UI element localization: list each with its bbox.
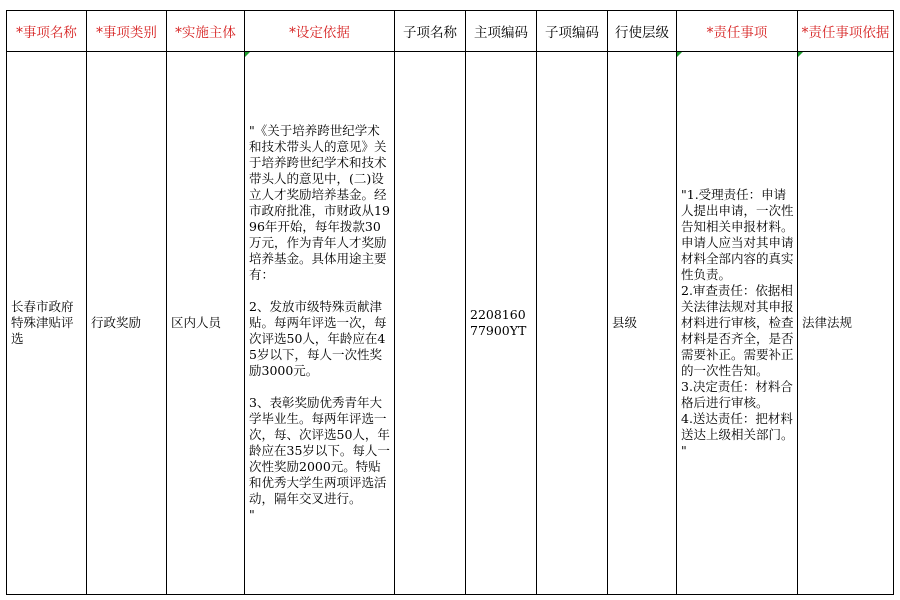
header-basis: *设定依据 <box>245 11 395 52</box>
header-item-category: *事项类别 <box>87 11 167 52</box>
table-row <box>7 52 894 595</box>
header-implementing-body: *实施主体 <box>167 11 245 52</box>
comment-marker-icon <box>677 52 682 57</box>
cell-item-category[interactable] <box>87 52 167 595</box>
header-sub-item-name: 子项名称 <box>395 11 466 52</box>
header-sub-code: 子项编码 <box>537 11 608 52</box>
header-main-code: 主项编码 <box>466 11 537 52</box>
header-level: 行使层级 <box>608 11 677 52</box>
cell-item-name[interactable] <box>7 52 87 595</box>
cell-main-code-text: 220816077900YT <box>470 307 527 338</box>
cell-implementing-body[interactable] <box>167 52 245 595</box>
cell-level-text: 县级 <box>612 315 638 330</box>
comment-marker-icon <box>245 52 250 57</box>
cell-sub-item-name[interactable] <box>395 52 466 595</box>
header-item-name: *事项名称 <box>7 11 87 52</box>
cell-implementing-body-text: 区内人员 <box>171 315 222 330</box>
cell-basis-text: "《关于培养跨世纪学术和技术带头人的意见》关于培养跨世纪学术和技术带头人的意见中，(二)设立人才奖励培养基金。经市政府批准，市财政从1996年开始，每年拨款30万元，作为青年人才奖励培养基金。具体用途主要有： 2、发放市级特殊贡献津贴。每两年评选一次，每次评选50人，年龄应在45岁以下，每人一次性奖励3000元。 3、表彰奖励优秀青年大学毕业生。每两年评选一次，每、次评选50人，年龄应在35岁以下。每人一次性奖励2000元。特贴和优秀大学生两项评选活动，隔年交叉进行。 " <box>249 123 390 522</box>
cell-basis[interactable] <box>245 52 395 595</box>
cell-responsibility-basis[interactable] <box>798 52 894 595</box>
header-responsibility: *责任事项 <box>677 11 798 52</box>
cell-level[interactable] <box>608 52 677 595</box>
cell-responsibility-basis-text: 法律法规 <box>802 315 853 330</box>
matters-table <box>6 10 894 595</box>
cell-responsibility[interactable] <box>677 52 798 595</box>
header-row <box>7 11 894 52</box>
cell-item-name-text: 长春市政府特殊津贴评选 <box>11 299 74 346</box>
cell-main-code[interactable] <box>466 52 537 595</box>
cell-responsibility-text: "1.受理责任：申请人提出申请，一次性告知相关申报材料。申请人应当对其申请材料全部内容的真实性负责。 2.审查责任：依据相关法律法规对其申报材料进行审核，检查材料是否齐全，是否需要补正。需要补正的一次性告知。 3.决定责任：材料合格后进行审核。 4.送达责任：把材料送达上级相关部门。 " <box>681 187 794 458</box>
comment-marker-icon <box>798 52 803 57</box>
header-responsibility-basis: *责任事项依据 <box>798 11 894 52</box>
cell-item-category-text: 行政奖励 <box>91 315 142 330</box>
cell-sub-code[interactable] <box>537 52 608 595</box>
